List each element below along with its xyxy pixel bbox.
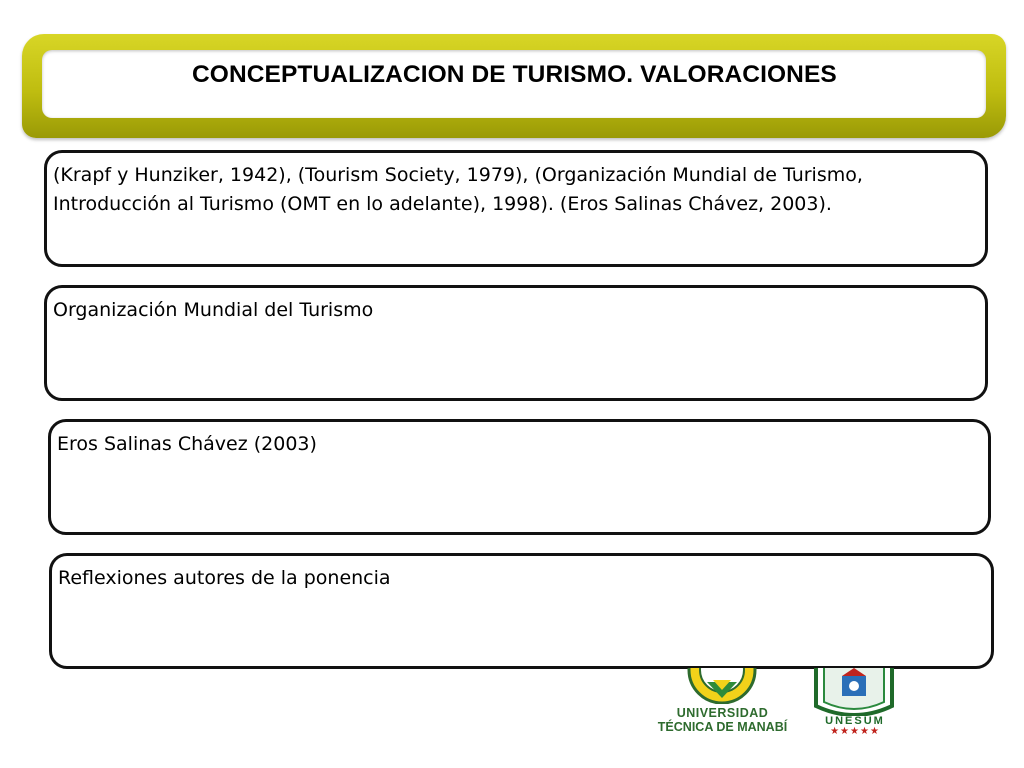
- references-text: (Krapf y Hunziker, 1942), (Tourism Society, 1979), (Organización Mundial de Turismo, Introducción al Turismo (OMT en lo adelante), 1998). (Eros Salinas Chávez, 2003).: [53, 164, 863, 215]
- salinas-text: Eros Salinas Chávez (2003): [57, 433, 317, 455]
- utm-name-line1: UNIVERSIDAD: [676, 706, 769, 720]
- utm-name-line2: TÉCNICA DE MANABÍ: [657, 720, 788, 734]
- unesum-stars-icon: ★★★★★: [830, 726, 880, 737]
- reflections-text: Reflexiones autores de la ponencia: [58, 567, 391, 589]
- slide-title: CONCEPTUALIZACION DE TURISMO. VALORACIONES: [192, 61, 837, 88]
- utm-seal-icon: [687, 668, 757, 704]
- reflections-box: [49, 553, 994, 669]
- unesum-logo: [808, 668, 900, 738]
- unesum-name: UNESUM: [825, 715, 885, 727]
- omt-text: Organización Mundial del Turismo: [53, 299, 374, 321]
- utm-logo: [655, 668, 790, 738]
- references-box: [44, 150, 988, 267]
- omt-box: [44, 285, 988, 401]
- unesum-seal-icon: [808, 668, 900, 716]
- salinas-box: [48, 419, 991, 535]
